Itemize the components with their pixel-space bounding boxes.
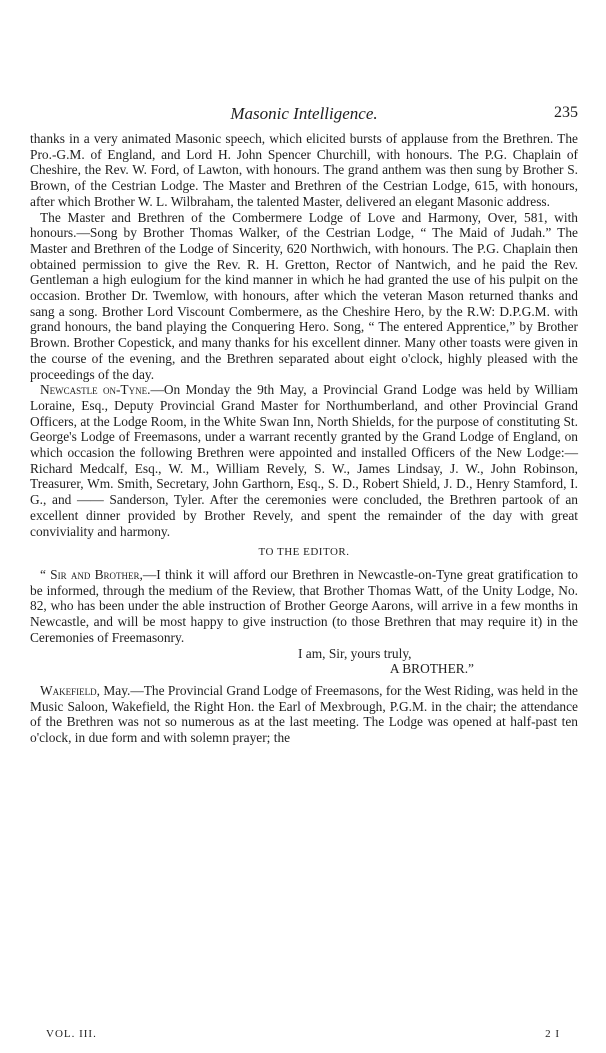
paragraph-newcastle	[30, 382, 578, 539]
newcastle-lead: Newcastle on-Tyne.	[40, 382, 151, 398]
page-number: 235	[554, 104, 578, 121]
letter-closing: I am, Sir, yours truly,	[298, 645, 412, 661]
body-text	[30, 131, 578, 746]
volume-label: VOL. III.	[46, 1028, 97, 1040]
paragraph-editor-letter	[30, 567, 578, 646]
running-title: Masonic Intelligence.	[230, 104, 378, 123]
editor-heading: TO THE EDITOR.	[258, 546, 350, 559]
paragraph-wakefield	[30, 683, 578, 746]
paragraph-combermere: The Master and Brethren of the Combermere Lodge of Love and Harmony, Over, 581, with honours.—Song by Brother Thomas Walker, of the Cestrian Lodge, “ The Maid of Judah.” The Master and Brethren of the Lodge of Sincerity, 620 Northwich, with honours. The P.G. Chaplain then obtained permission to give the Rev. R. H. Gretton, Rector of Nantwich, and he paid the Rev. Gentleman a high eulogium for the kind manner in which he had granted the use of his pulpit on the occasion. Brother Dr. Twemlow, with honours, after which the veteran Mason returned thanks and sang a song. Brother Lord Viscount Combermere, as the Cheshire Hero, by the R.W: D.P.G.M. with grand honours, the band playing the Conquering Hero. Song, “ The entered Apprentice,” by Brother Brown. Brother Copestick, and many thanks for his excellent dinner. Many other toasts were given in the course of the evening, and the Brethren separated about eight o'clock, highly pleased with the proceedings of the day.	[30, 209, 578, 382]
page-footer	[46, 1028, 568, 1044]
wakefield-text: May.—The Provincial Grand Lodge of Freemasons, for the West Riding, was held in the Music Saloon, Wakefield, the Right Hon. the Earl of Mexbrough, P.G.M. in the chair; the attendance of the Brethren was not so numerous as at the last meeting. The Lodge was opened at half-past ten o'clock, in due form and with solemn prayer; the	[30, 682, 578, 746]
page-header	[30, 104, 578, 126]
paragraph-chester-toasts: thanks in a very animated Masonic speech, which elicited bursts of applause from the Brethren. The Pro.-G.M. of England, and Lord H. John Spencer Churchill, with honours. The P.G. Chaplain of Cheshire, the Rev. W. Ford, of Lawton, with honours. The grand anthem was then sung by Brother S. Brown, of the Cestrian Lodge. The Master and Brethren of the Cestrian Lodge, 615, with honours, after which Brother W. L. Wilbraham, the talented Master, delivered an elegant Masonic address.	[30, 131, 578, 209]
letter-text: —I think it will afford our Brethren in Newcastle-on-Tyne great gratification to be informed, through the medium of the Review, that Brother Thomas Watt, of the Unity Lodge, No. 82, who has been under the able instruction of Brother George Aarons, will arrive in a few months in Newcastle, and will be most happy to give instruction (to those Brethren that may require it) in the Ceremonies of Freemasonry.	[30, 566, 578, 645]
newcastle-text: —On Monday the 9th May, a Provincial Grand Lodge was held by William Loraine, Esq., Deputy Provincial Grand Master for Northumberland, and other Provincial Grand Officers, at the Lodge Room, in the White Swan Inn, North Shields, for the purpose of constituting St. George's Lodge of Freemasons, under a warrant recently granted by the Grand Lodge of England, on which occasion the following Brethren were appointed and installed Officers of the New Lodge:—Richard Medcalf, Esq., W. M., William Revely, S. W., James Lindsay, J. W., John Robinson, Treasurer, Wm. Smith, Secretary, John Garthorn, Esq., S. D., Robert Shield, J. D., Henry Stamford, I. G., and —— Sanderson, Tyler. After the ceremonies were concluded, the Brethren partook of an excellent dinner provided by Brother Revely, and spent the remainder of the day with great conviviality and harmony.	[30, 382, 578, 539]
wakefield-lead: Wakefield,	[40, 682, 100, 698]
signature-mark: 2 I	[545, 1028, 560, 1040]
letter-salutation: “ Sir and Brother,	[40, 566, 143, 582]
letter-signature: A BROTHER.”	[389, 661, 474, 677]
